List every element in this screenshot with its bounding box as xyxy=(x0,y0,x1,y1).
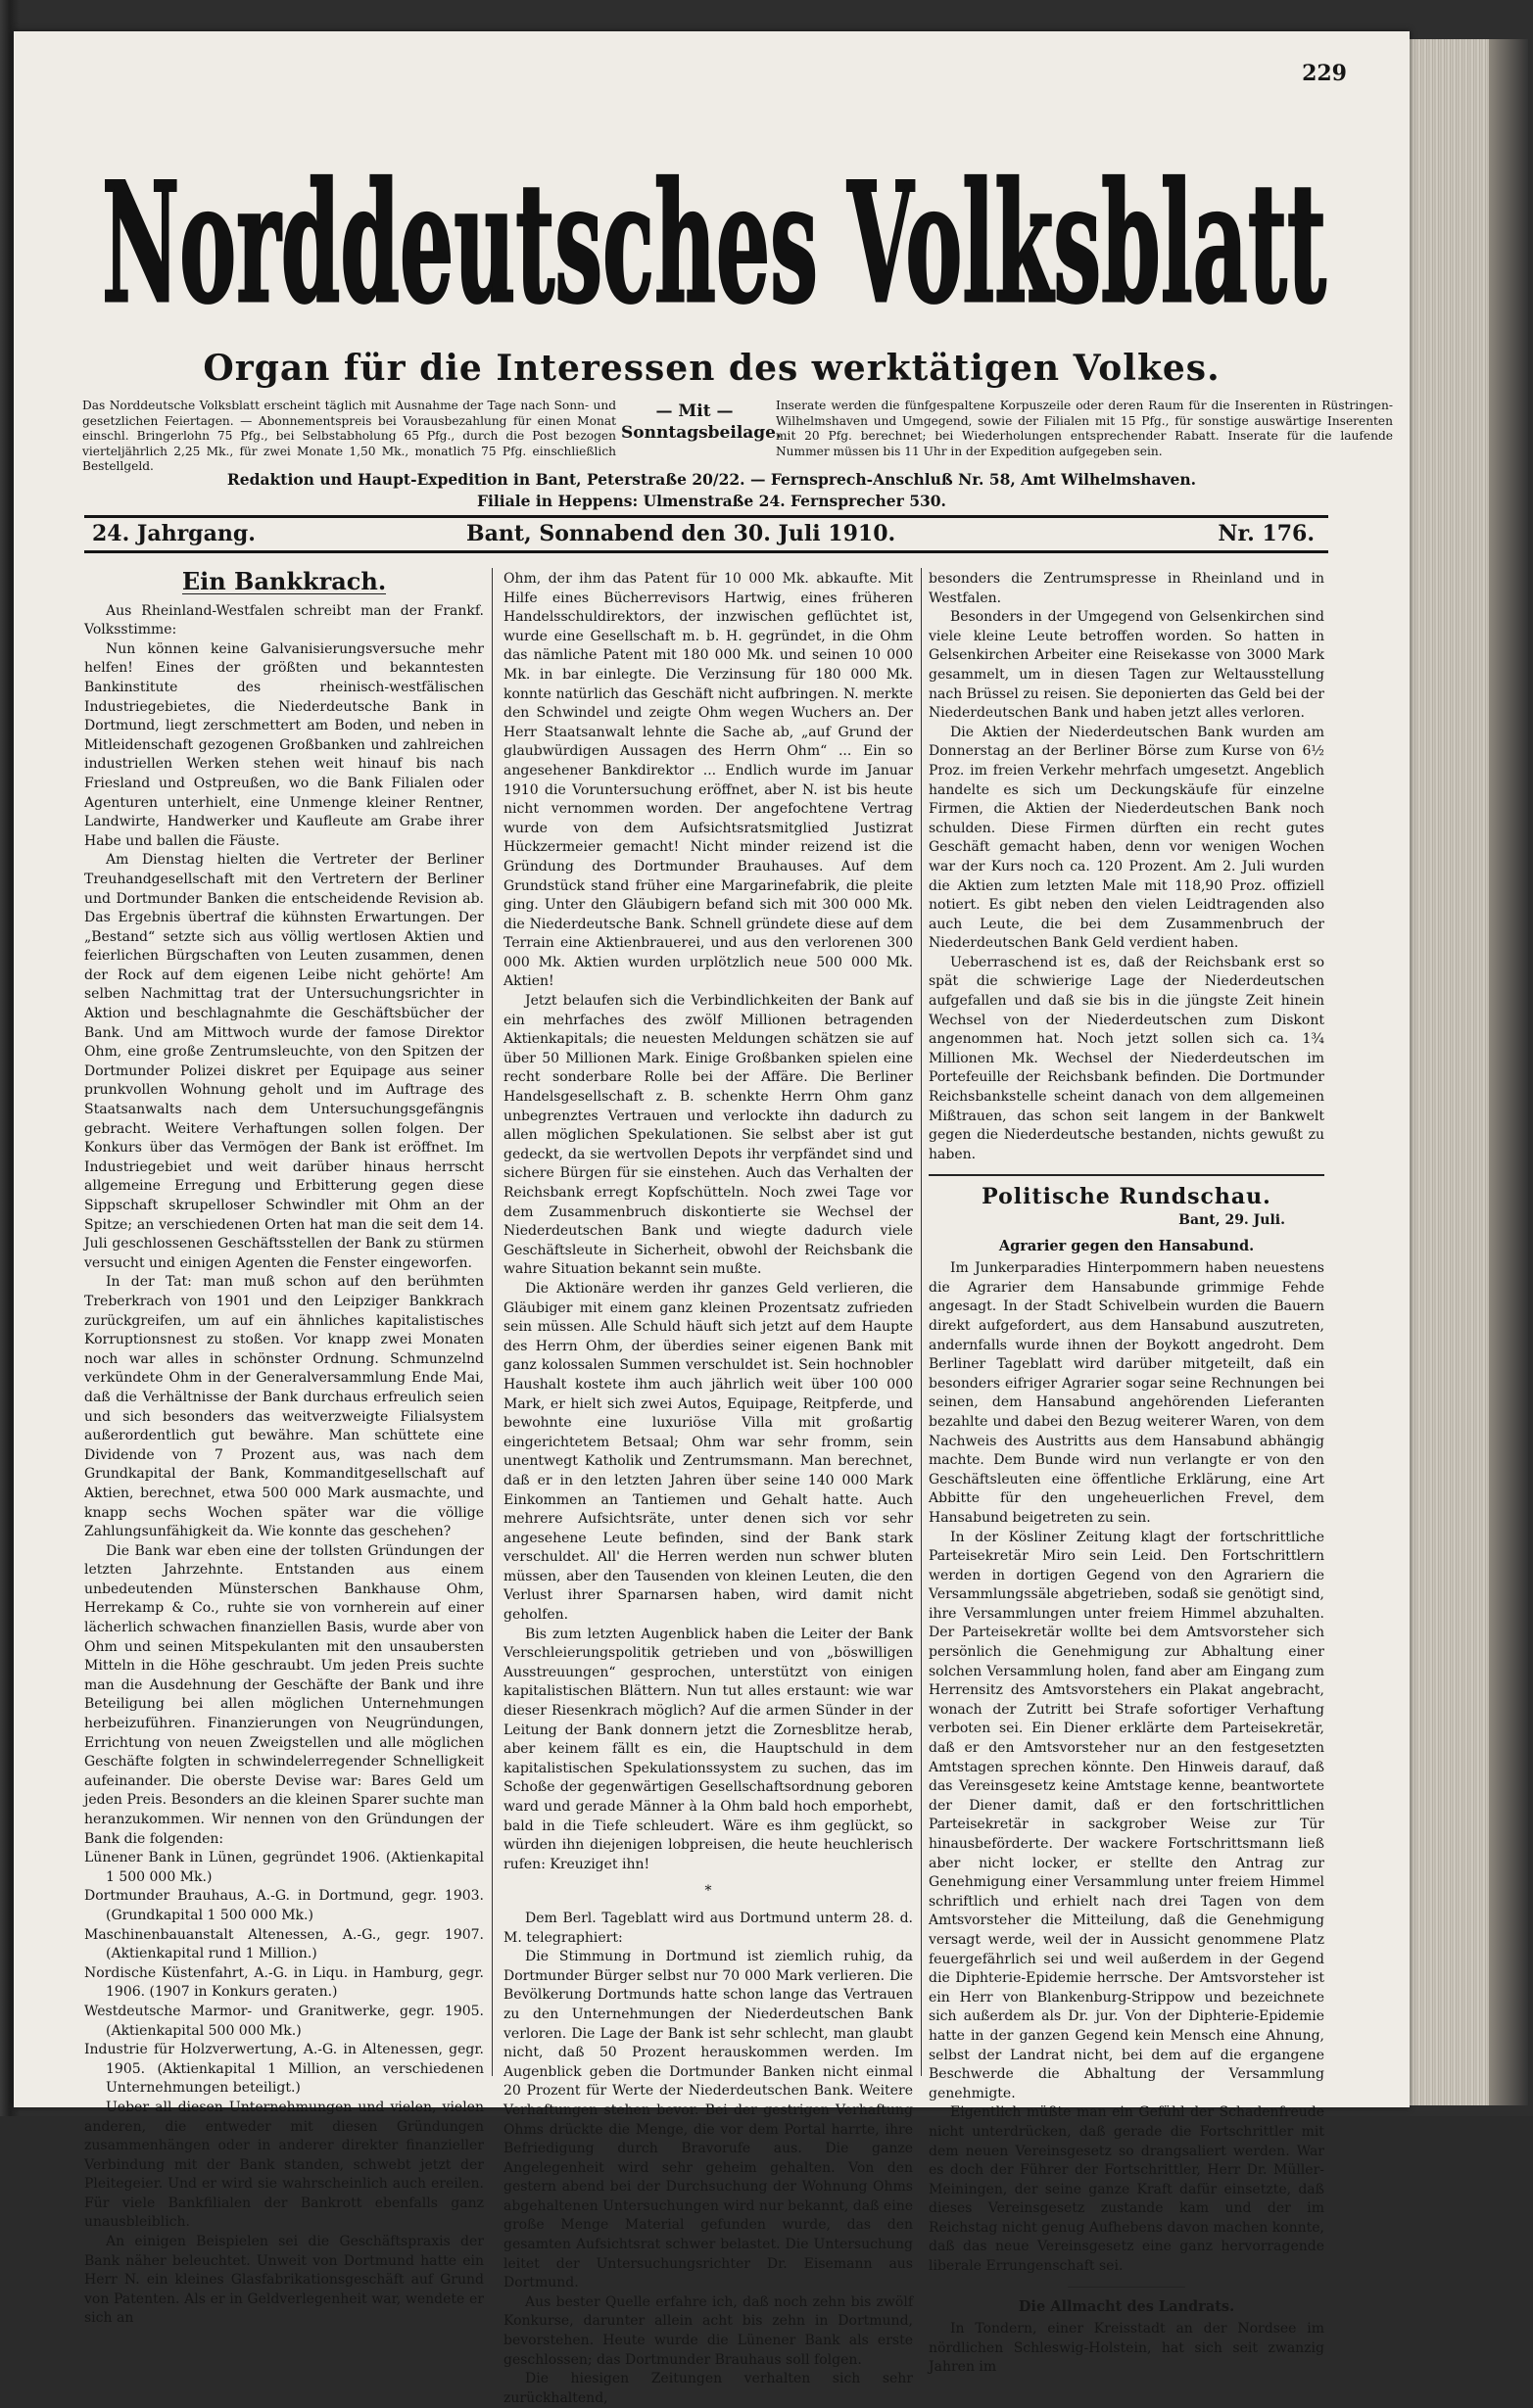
issue-date: Bant, Sonnabend den 30. Juli 1910. xyxy=(466,521,896,546)
subscription-info: Das Norddeutsche Volksblatt erscheint täglich mit Ausnahme der Tage nach Sonn- und gesetzlichen Feiertagen. — Abonnementspreis bei Vorausbezahlung für einen Monat einschl. Bringerlohn 75 Pfg., bei Selbstabholung 65 Pfg., durch die Post bezogen vierteljährlich 2,25 Mk., für zwei Monate 1,50 Mk., monatlich 75 Pfg. einschließlich Bestellgeld. xyxy=(82,399,616,473)
masthead xyxy=(92,119,1336,350)
paragraph: Die Aktien der Niederdeutschen Bank wurden am Donnerstag an der Berliner Börse zum Kurse von 6½ Proz. im freien Verkehr mehrfach umgesetzt. Angeblich handelte es sich um Deckungskäufe für einzelne Firmen, die Aktien der Niederdeutschen Bank noch schulden. Diese Firmen dürften ein recht gutes Geschäft gemacht haben, denn vor wenigen Wochen war der Kurs noch ca. 120 Prozent. Am 2. Juli wurden die Aktien zum letzten Male mit 118,90 Proz. offiziell notiert. Es gibt neben den vielen Leidtragenden also auch Leute, die bei dem Zusammenbruch der Niederdeutschen Bank Geld verdient haben. xyxy=(929,724,1324,952)
paragraph: Eigentlich müßte man ein Gefühl der Schadenfreude nicht unterdrücken, daß gerade die Fortschrittler mit dem neuen Vereinsgesetz so drangsaliert werden. War es doch der Führer der Fortschrittler, Herr Dr. Müller-Meiningen, der seine ganze Kraft dafür einsetzte, daß dieses Vereinsgesetz zustande kam und der im Reichstag nicht genug Aufhebens davon machen konnte, daß das neue Vereinsgesetz eine ganz hervorragende liberale Errungenschaft sei. xyxy=(929,2104,1325,2275)
issue-number: Nr. 176. xyxy=(1218,521,1315,546)
section-dateline: Bant, 29. Juli. xyxy=(1178,1212,1285,1228)
supplement-line-1: — Mit — xyxy=(655,401,734,421)
list-item: Lünener Bank in Lünen, gegründet 1906. (Aktienkapital 1 500 000 Mk.) xyxy=(84,1850,484,1885)
paragraph: Ueberraschend ist es, daß der Reichsbank erst so spät die schwierige Lage der Niederdeutschen aufgefallen und daß sie bis in die jüngste Zeit hinein Wechsel von der Niederdeutschen zum Diskont angenommen hat. Noch jetzt sollen sich ca. 1¾ Millionen Mk. Wechsel der Niederdeutschen im Portefeuille der Reichsbank befinden. Die Dortmunder Reichsbankstelle scheint danach von dem allgemeinen Mißtrauen, das schon seit langem in der Bankwelt gegen die Niederdeutsche bestanden, nichts gewußt zu haben. xyxy=(929,954,1324,1162)
subheadline: Die Allmacht des Landrats. xyxy=(1018,2297,1235,2315)
paragraph: Besonders in der Umgegend von Gelsenkirchen sind viele kleine Leute betroffen worden. So hatten in Gelsenkirchen Arbeiter eine Reisekasse von 3000 Mark gesammelt, um in diesen Tagen zur Weltausstellung nach Brüssel zu reisen. Sie deponierten das Geld bei der Niederdeutschen Bank und haben jetzt alles verloren. xyxy=(929,609,1324,722)
masthead-title-svg xyxy=(92,119,1336,350)
advertising-info: Inserate werden die fünfgespaltene Korpuszeile oder deren Raum für die Inserenten in Rüstringen-Wilhelmshaven und Umgegend, sowie der Filialen mit 15 Pfg., für sonstige auswärtige Inserenten mit 20 Pfg. berechnet; bei Wiederholungen entsprechender Rabatt. Inserate für die laufende Nummer müssen bis 11 Uhr in der Expedition aufgegeben sein. xyxy=(776,399,1393,458)
supplement-line-2: Sonntagsbeilage. xyxy=(621,423,782,443)
masthead-tagline: Organ für die Interessen des werktätigen Volkes. xyxy=(203,348,1221,389)
list-item: Industrie für Holzverwertung, A.-G. in Altenessen, gegr. 1905. (Aktienkapital 1 Million, an verschiedenen Unternehmungen beteiligt.) xyxy=(84,2042,484,2097)
editorial-address xyxy=(14,469,1410,512)
page-number: 229 xyxy=(1302,61,1347,86)
newspaper-page xyxy=(14,31,1410,2406)
paragraph: Aus Rheinland-Westfalen schreibt man der Frankf. Volksstimme: xyxy=(84,602,484,638)
founding-list xyxy=(84,1849,484,2099)
list-item: Maschinenbauanstalt Altenessen, A.-G., gegr. 1907. (Aktienkapital rund 1 Million.) xyxy=(84,1926,484,1962)
paragraph: Ueber all diesen Unternehmungen und vielen, vielen anderen, die entweder mit diesen Gründungen zusammenhängen oder in anderer direkter finanzieller Verbindung mit der Bank standen, schwebt jetzt der Pleitegeier. Und er wird sie wahrscheinlich auch ereilen. Für viele Bankfilialen der Bankrott ebenfalls ganz unausbleiblich. xyxy=(84,2099,484,2231)
editorial-address-line-1: Redaktion und Haupt-Expedition in Bant, Peterstraße 20/22. — Fernsprech-Anschluß Nr. 58, Amt Wilhelmshaven. xyxy=(226,470,1197,489)
masthead-title: Norddeutsches Volksblatt xyxy=(102,146,1326,340)
bottom-rule xyxy=(84,550,1328,553)
paragraph: In der Tat: man muß schon auf den berühmten Treberkrach von 1901 und den Leipziger Bankkrach zurückgreifen, um auf ein ähnliches kapitalistisches Korruptionsnest zu stoßen. Vor knapp zwei Monaten noch war alles in schönster Ordnung. Schmunzelnd verkündete Ohm in der Generalversammlung Ende Mai, daß die Verhältnisse der Bank durchaus erfreulich seien und sich besonders das weitverzweigte Filialsystem außerordentlich gut bewähre. Man schüttete eine Dividende von 7 Prozent aus, was nach dem Grundkapital der Bank, Kommanditgesellschaft auf Aktien, berechnet, etwa 500 000 Mark ausmachte, und knapp sechs Wochen später war die völlige Zahlungsunfähigkeit da. Wie konnte das geschehen? xyxy=(84,1274,484,1540)
list-item: Dortmunder Brauhaus, A.-G. in Dortmund, gegr. 1903. (Grundkapital 1 500 000 Mk.) xyxy=(84,1888,484,1923)
editorial-address-line-2: Filiale in Heppens: Ulmenstraße 24. Fernsprecher 530. xyxy=(477,492,946,510)
paragraph: Die Aktionäre werden ihr ganzes Geld verlieren, die Gläubiger mit einem ganz kleinen Prozentsatz zufrieden sein müssen. Alle Schuld häuft sich jetzt auf dem Haupte des Herrn Ohm, der überdies seiner eigenen Bank mit ganz kolossalen Summen verschuldet ist. Sein hochnobler Haushalt kostete ihm auch jährlich weit über 100 000 Mark, er hielt sich zwei Autos, Equipage, Reitpferde, und bewohnte eine luxuriöse Villa mit großartig eingerichtetem Betsaal; Ohm war sehr fromm, sein unentwegt Katholik und Zentrumsmann. Man berechnet, daß er in den letzten Jahren über seine 140 000 Mark Einkommen an Tantiemen und Gehalt hatte. Auch mehrere Aufsichtsräte, unter denen sich vor sehr angesehene Leute befinden, sind der Bank stark verschuldet. All' die Herren werden nun schwer bluten müssen, aber den Tausenden von kleinen Leuten, die den Verlust ihrer Sparnarsen haben, wird damit nicht geholfen. xyxy=(503,1280,913,1624)
paragraph: Die Bank war eben eine der tollsten Gründungen der letzten Jahrzehnte. Entstanden aus einem unbedeutenden Münsterschen Bankhause Ohm, Herrekamp & Co., ruhte sie von vornherein auf einer lächerlich schwachen finanziellen Basis, wurde aber von Ohm und seinen Mitspekulanten mit den unsaubersten Mitteln in die Höhe geschraubt. Um jeden Preis suchte man die Ausdehnung der Geschäfte der Bank und ihre Beteiligung bei allen möglichen Unternehmungen herbeizuführen. Finanzierungen von Neugründungen, Errichtung von neuen Zweigstellen und alle möglichen Geschäfte folgten in schwindelerregender Schnelligkeit aufeinander. Die oberste Devise war: Bares Geld um jeden Preis. Besonders an die kleinen Sparer suchte man heranzukommen. Wir nennen von den Gründungen der Bank die folgenden: xyxy=(84,1542,484,1847)
top-rule xyxy=(84,515,1328,518)
volume-year: 24. Jahrgang. xyxy=(92,521,256,546)
dateline xyxy=(84,521,1328,550)
paragraph: An einigen Beispielen sei die Geschäftspraxis der Bank näher beleuchtet. Unweit von Dortmund hatte ein Herr N. ein kleines Glasfabrikationsgeschäft auf Grund von Patenten. Als er in Geldverlegenheit war, wendete er sich an xyxy=(84,2234,484,2327)
subheadline: Agrarier gegen den Hansabund. xyxy=(998,1237,1255,1254)
list-item: Nordische Küstenfahrt, A.-G. in Liqu. in Hamburg, gegr. 1906. (1907 in Konkurs geraten.) xyxy=(84,1964,484,2001)
article-separator xyxy=(1068,2287,1185,2288)
section-rule xyxy=(929,1174,1324,1176)
column-1 xyxy=(84,567,484,2329)
article-headline: Ein Bankkrach. xyxy=(181,567,387,595)
paragraph: Bis zum letzten Augenblick haben die Leiter der Bank Verschleierungspolitik getrieben und von „böswilligen Ausstreuungen“ gesprochen, unterstützt von einigen kapitalistischen Blättern. Nun tut alles erstaunt: wie war dieser Riesenkrach möglich? Auf die armen Sünder in der Leitung der Bank donnern jetzt die Zornesblitze herab, aber keinem fällt es ein, die Hauptschuld in dem kapitalistischen Spekulationssystem zu suchen, das im Schoße der gegenwärtigen Gesellschaftsordnung geboren ward und gerade Männer à la Ohm bald hoch emporhebt, bald in die Tiefe schleudert. Wäre es ihm geglückt, so würden ihn diejenigen lobpreisen, die heute heuchlerisch rufen: Kreuziget ihn! xyxy=(503,1626,913,1872)
column-divider-1 xyxy=(492,568,493,2076)
paragraph: Aus bester Quelle erfahre ich, daß noch zehn bis zwölf Konkurse, darunter allein acht bis zehn in Dortmund, bevorstehen. Heute wurde die Lünener Bank als erste geschlossen; das Dortmunder Brauhaus soll folgen. xyxy=(503,2293,913,2368)
paragraph: Jetzt belaufen sich die Verbindlichkeiten der Bank auf ein mehrfaches des zwölf Millionen betragenden Aktienkapitals; die neuesten Meldungen schätzen sie auf über 50 Millionen Mark. Einige Großbanken spielen eine recht sonderbare Rolle bei der Affäre. Die Berliner Handelsgesellschaft z. B. schenkte Herrn Ohm ganz unbegrenztes Vertrauen und verlockte ihn dadurch zu allen möglichen Spekulationen. Sie selbst aber ist gut gedeckt, da sie wertvollen Depots ihr verpfändet sind und sichere Bürgen für sie einstehen. Auch das Verhalten der Reichsbank erregt Kopfschütteln. Noch zwei Tage vor dem Zusammenbruch diskontierte sie Wechsel der Niederdeutschen Bank und wiegte dadurch viele Geschäftsleute in Sicherheit, obwohl der Reichsbank die wahre Situation bekannt sein mußte. xyxy=(503,993,913,1278)
paragraph: Die hiesigen Zeitungen verhalten sich sehr zurückhaltend, xyxy=(503,2371,913,2406)
column-divider-2 xyxy=(921,568,922,2076)
column-2 xyxy=(503,570,913,2408)
paragraph: In der Kösliner Zeitung klagt der fortschrittliche Parteisekretär Miro sein Leid. Den Fortschrittlern werden in dortigen Gegend von den Agrariern die Versammlungssäle abgetrieben, sodaß sie genötigt sind, ihre Versammlungen unter freiem Himmel abzuhalten. Der Parteisekretär wollte bei dem Amtsvorsteher sich persönlich die Genehmigung zur Abhaltung einer solchen Versammlung holen, fand aber am Eingang zum Herrensitz des Amtsvorstehers ein Plakat angebracht, wonach der Zutritt bei Strafe sofortiger Verhaftung verboten sei. Ein Diener erklärte dem Parteisekretär, daß er den Amtsvorsteher nur an den festgesetzten Amtstagen sprechen könnte. Den Hinweis darauf, daß das Vereinsgesetz keine Amtstage kenne, beantwortete der Diener damit, daß er den fortschrittlichen Parteisekretär in sackgrober Weise zur Tür hinausbeförderte. Der wackere Fortschrittsmann ließ aber nicht locker, er stellte den Antrag zur Genehmigung einer Versammlung unter freiem Himmel schriftlich und erhielt nach drei Tagen von dem Amtsvorsteher die Mitteilung, daß die Genehmigung versagt werde, weil der in Aussicht genommene Platz feuergefährlich sei und weil außerdem in der Gegend die Diphterie-Epidemie herrsche. Der Amtsvorsteher ist ein Herr von Blankenburg-Strippow und bezeichnete sich außerdem als Dr. jur. Von der Diphterie-Epidemie hatte in der ganzen Gegend kein Mensch eine Ahnung, selbst der Landrat nicht, bei dem auf die ergangene Beschwerde die Abhaltung der Versammlung genehmigte. xyxy=(929,1529,1324,2101)
paragraph: Ohm, der ihm das Patent für 10 000 Mk. abkaufte. Mit Hilfe eines Bücherrevisors Hartwig, eines früheren Handelsschuldirektors, der inzwischen geflüchtet ist, wurde eine Gesellschaft m. b. H. gegründet, in die Ohm das nämliche Patent mit 180 000 Mk. und seinen 10 000 Mk. in bar einlegte. Die Verzinsung für 180 000 Mk. konnte natürlich das Geschäft nicht aufbringen. N. merkte den Schwindel und zeigte Ohm wegen Wuchers an. Der Herr Staatsanwalt lehnte die Sache ab, „auf Grund der glaubwürdigen Aussagen des Herrn Ohm“ ... Ein so angesehener Bankdirektor ... Endlich wurde im Januar 1910 die Voruntersuchung eröffnet, aber N. ist bis heute nicht vernommen worden. Der angefochtene Vertrag wurde von dem Aufsichtsratsmitglied Justizrat Hückzermeier gemacht! Nicht minder reizend ist die Gründung des Dortmunder Brauhauses. Auf dem Grundstück stand früher eine Margarinefabrik, die pleite ging. Unter den Gläubigern befand sich mit 300 000 Mk. die Niederdeutsche Bank. Schnell gründete diese auf dem Terrain eine Aktienbrauerei, und aus den verlorenen 300 000 Mk. Aktien wurden urplötzlich neue 500 000 Mk. Aktien! xyxy=(503,571,913,990)
supplement-note xyxy=(621,401,782,444)
list-item: Westdeutsche Marmor- und Granitwerke, gegr. 1905. (Aktienkapital 500 000 Mk.) xyxy=(84,2003,484,2039)
paragraph: besonders die Zentrumspresse in Rheinland und in Westfalen. xyxy=(929,571,1324,606)
paragraph: Am Dienstag hielten die Vertreter der Berliner Treuhandgesellschaft mit den Vertretern der Berliner und Dortmunder Banken die entscheidende Revision ab. Das Ergebnis übertraf die kühnsten Erwartungen. Der „Bestand“ setzte sich aus völlig wertlosen Aktien und feierlichen Bürgschaften von Leuten zusammen, denen der Rock auf dem eigenen Leibe nicht gehörte! Am selben Nachmittag trat der Untersuchungsrichter in Aktion und beschlagnahmte die Geschäftsbücher der Bank. Und am Mittwoch wurde der famose Direktor Ohm, eine große Zentrumsleuchte, von den Spitzen der Dortmunder Polizei diskret per Equipage aus seiner prunkvollen Wohnung geholt und im Auftrage des Staatsanwalts nach dem Untersuchungsgefängnis gebracht. Weitere Verhaftungen sollen folgen. Der Konkurs über das Vermögen der Bank ist eröffnet. Im Industriegebiet und weit darüber hinaus herrscht allgemeine Erregung und Erbitterung gegen diese Sippschaft skrupelloser Schwindler mit Ohm an der Spitze; an verschiedenen Orten hat man die seit dem 14. Juli geschlossenen Geschäftsstellen der Bank zu stürmen versucht und einigen Agenten die Fenster eingeworfen. xyxy=(84,852,484,1271)
paragraph: In Tondern, einer Kreisstadt an der Nordsee im nördlichen Schleswig-Holstein, hat sich seit zwanzig Jahren im xyxy=(929,2321,1324,2376)
page-edges-shadow xyxy=(1489,39,1528,2105)
column-3 xyxy=(929,570,1324,2378)
section-separator-star: * xyxy=(704,1883,712,1900)
paragraph: Die Stimmung in Dortmund ist ziemlich ruhig, da Dortmunder Bürger selbst nur 70 000 Mark verlieren. Die Bevölkerung Dortmunds hatte schon lange das Vertrauen zu den Unternehmungen der Niederdeutschen Bank verloren. Die Lage der Bank ist sehr schlecht, man glaubt nicht, daß 50 Prozent herauskommen werden. Im Augenblick geben die Dortmunder Banken nicht einmal 20 Prozent für Werte der Niederdeutschen Bank. Weitere Verhaftungen stehen bevor. Bei der gestrigen Verhaftung Ohms drückte die Menge, die vor dem Portal harrte, ihre Befriedigung durch Bravorufe aus. Die ganze Angelegenheit wird sehr geheim gehalten. Von den gestern abend bei der Durchsuchung der Wohnung Ohms abgehaltenen Untersuchungen wird nur bekannt, daß eine große Menge Material gefunden wurde, das den gesamten Aufsichtsrat schwer belastet. Die Untersuchung leitet der Untersuchungsrichter Dr. Eisemann aus Dortmund. xyxy=(503,1949,913,2291)
paragraph: Im Junkerparadies Hinterpommern haben neuestens die Agrarier dem Hansabunde grimmige Fehde angesagt. In der Stadt Schivelbein wurden die Bauern direkt aufgefordert, aus dem Hansabund auszutreten, andernfalls wurde ihnen der Boykott angedroht. Dem Berliner Tageblatt wird darüber mitgeteilt, daß ein besonders eifriger Agrarier sogar seine Rechnungen bei seinen, dem Hansabund angehörenden Lieferanten bezahlte und dabei den Bezug weiterer Waren, von dem Nachweis des Austritts aus dem Hansabund abhängig machte. Dem Bunde wird nun verlangte er von den Geschäftsleuten eine öffentliche Erklärung, eine Art Abbitte für den ungeheuerlichen Frevel, dem Hansabund beigetreten zu sein. xyxy=(929,1260,1324,1526)
section-headline: Politische Rundschau. xyxy=(982,1184,1271,1210)
paragraph: Dem Berl. Tageblatt wird aus Dortmund unterm 28. d. M. telegraphiert: xyxy=(503,1910,913,1946)
paragraph: Nun können keine Galvanisierungsversuche mehr helfen! Eines der größten und bekanntesten Bankinstitute des rheinisch-westfälischen Industriegebietes, die Niederdeutsche Bank in Dortmund, liegt zerschmettert am Boden, und neben in Mitleidenschaft gezogenen Großbanken und zahlreichen industriellen Werken stehen weit hinauf bis nach Friesland und Ostpreußen, wo die Bank Filialen oder Agenturen unterhielt, eine Unmenge kleiner Rentner, Landwirte, Handwerker und Kaufleute am Grabe ihrer Habe und ballen die Fäuste. xyxy=(84,640,484,849)
